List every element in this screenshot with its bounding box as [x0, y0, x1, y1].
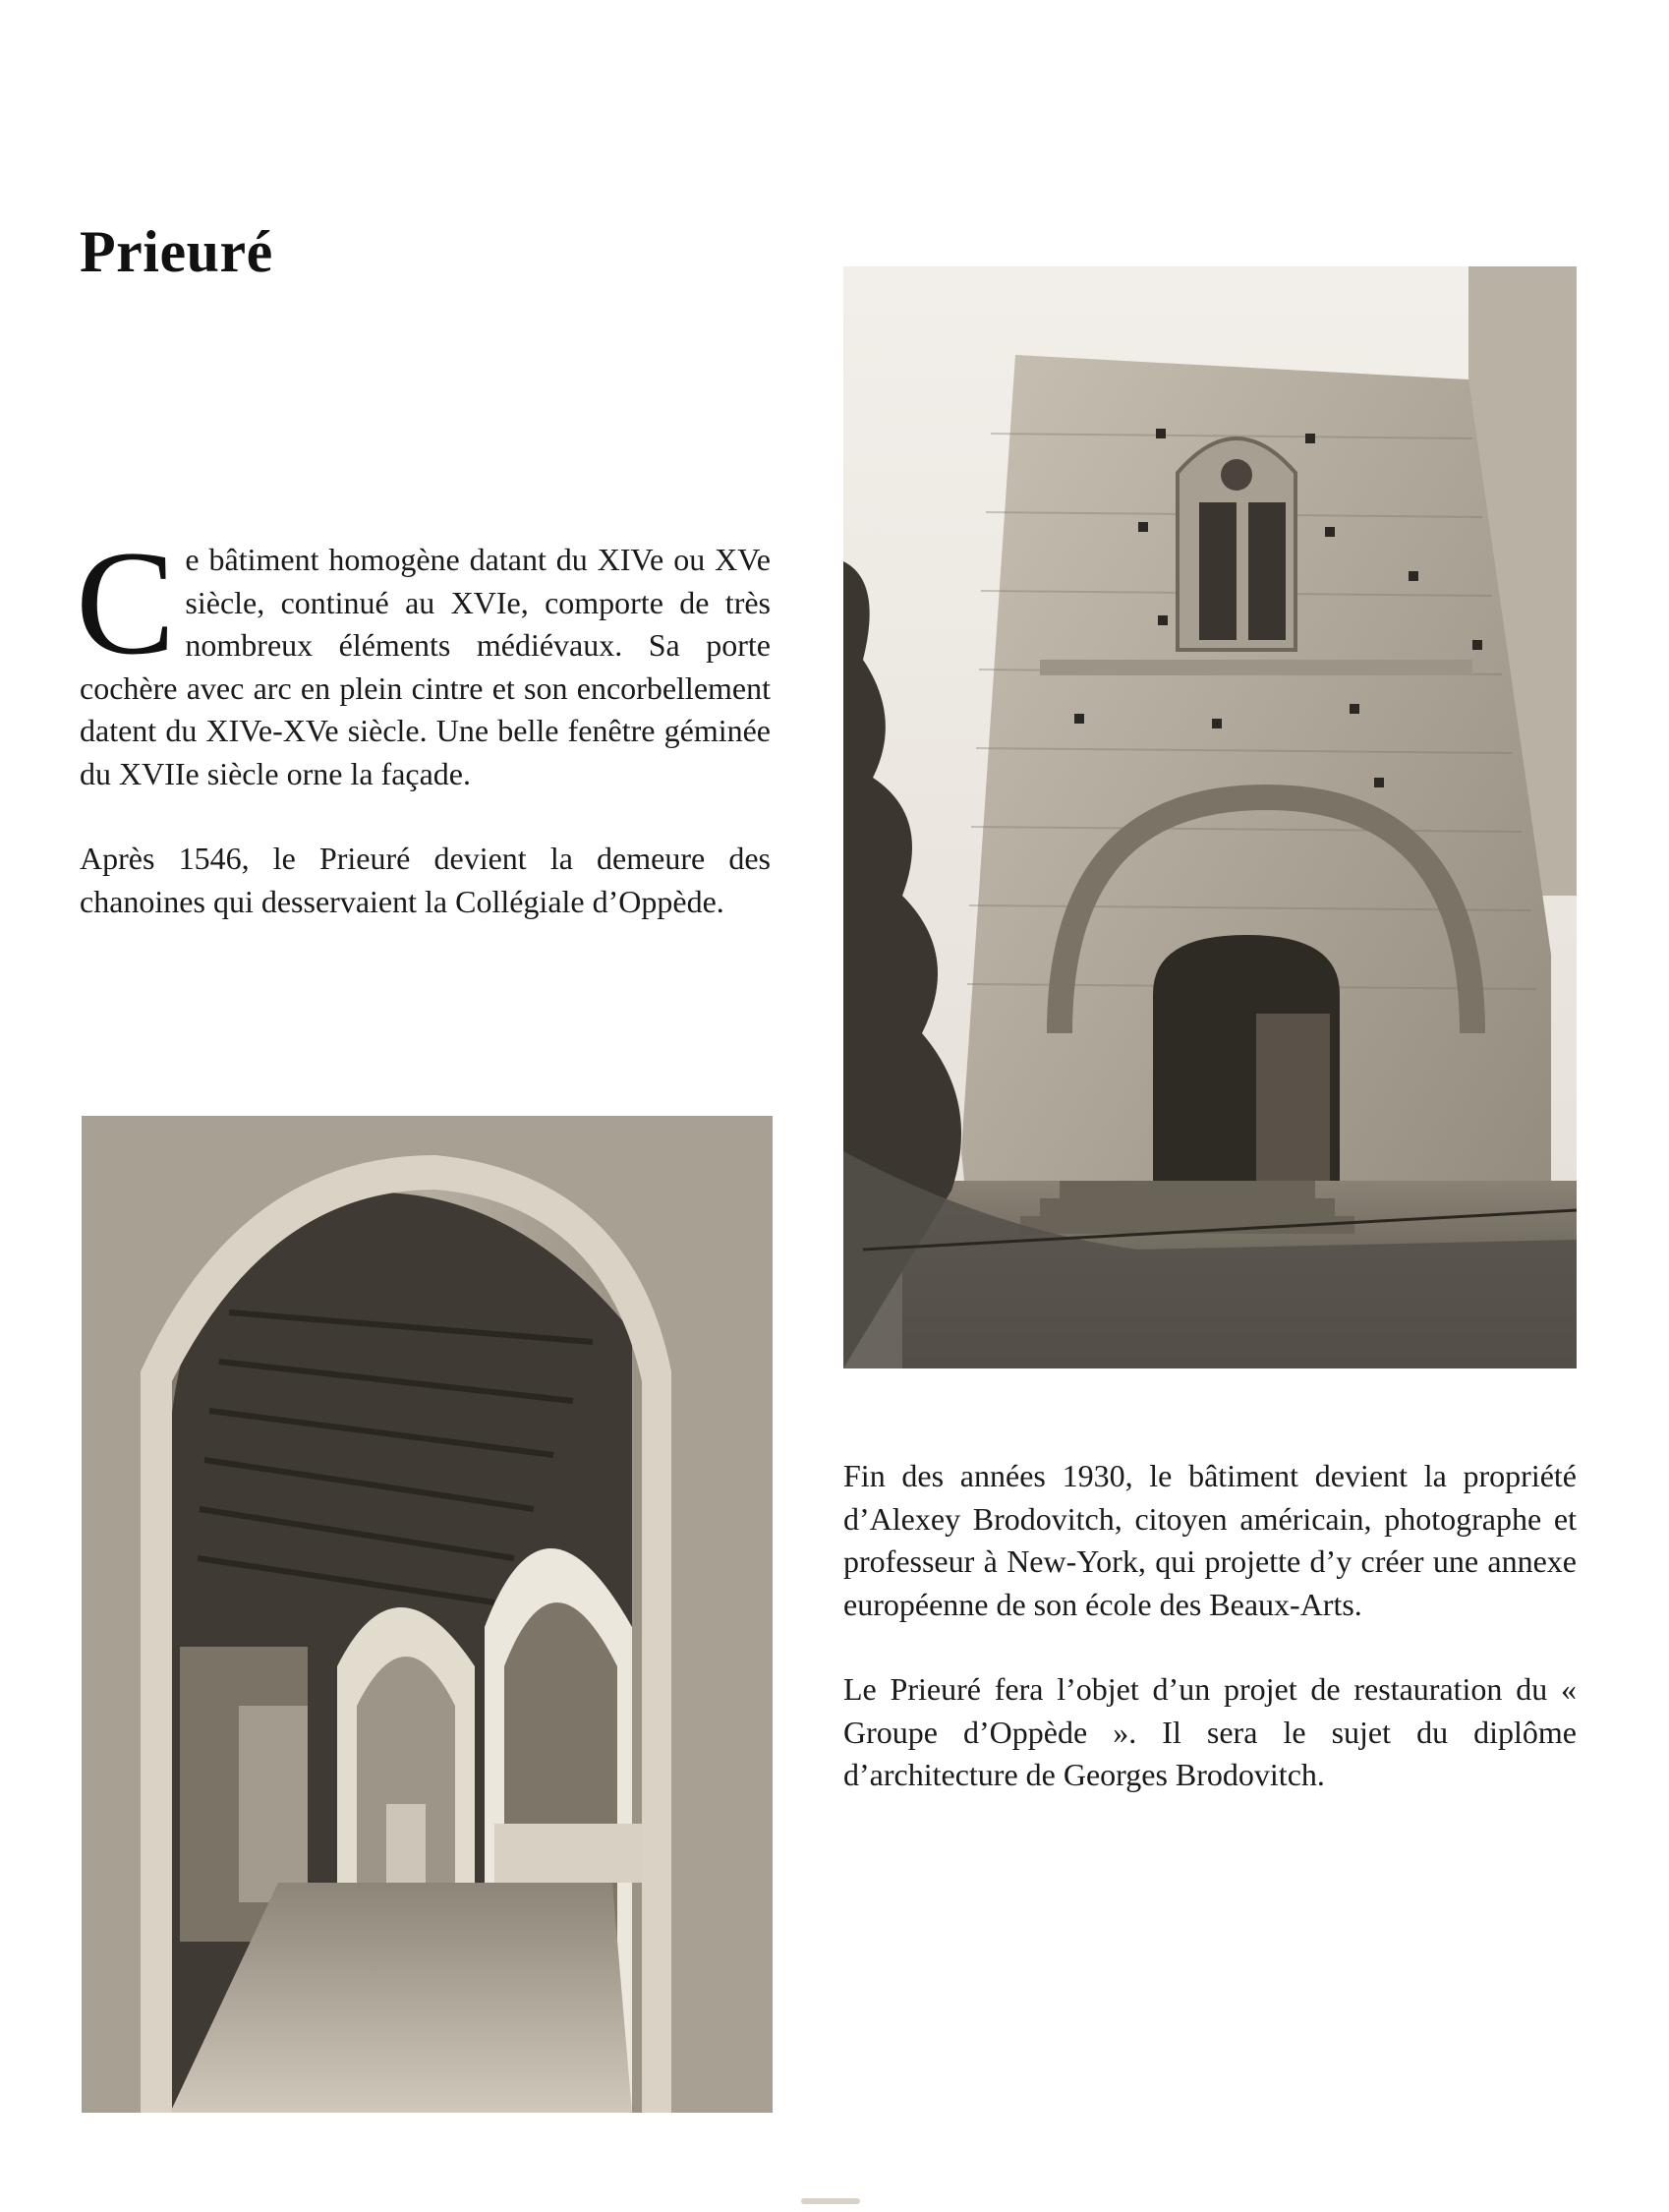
drop-cap: C [76, 520, 176, 685]
intro-text-column [76, 520, 771, 923]
priory-tower-illustration [843, 266, 1577, 1368]
history-text-column [843, 1455, 1577, 1797]
intro-paragraph-2: Après 1546, le Prieuré devient la demeure des chanoines qui desservaient la Collégiale d’Oppède. [80, 841, 771, 919]
intro-paragraph-1-text: e bâtiment homogène datant du XIVe ou XVe siècle, continué au XVIe, comporte de très nombreux éléments médiévaux. Sa porte cochère avec arc en plein cintre et son encorbellement datent du XIVe-XVe siècle. Une belle fenêtre géminée du XVIIe siècle orne la façade. [80, 542, 771, 791]
arcade-illustration [82, 1116, 773, 2113]
page-folio-mark [801, 2198, 860, 2204]
priory-tower-photo [843, 266, 1577, 1368]
intro-paragraph-1 [76, 520, 771, 795]
arcade-photo [82, 1116, 773, 2113]
page-title: Prieuré [80, 219, 273, 284]
history-paragraph-2: Le Prieuré fera l’objet d’un projet de restauration du « Groupe d’Oppède ». Il sera le sujet du diplôme d’architecture de Georges Brodovitch. [843, 1671, 1577, 1792]
history-paragraph-1: Fin des années 1930, le bâtiment devient la propriété d’Alexey Brodovitch, citoyen américain, photographe et professeur à New-York, qui projette d’y créer une annexe européenne de son école des Beaux-Arts. [843, 1458, 1577, 1622]
